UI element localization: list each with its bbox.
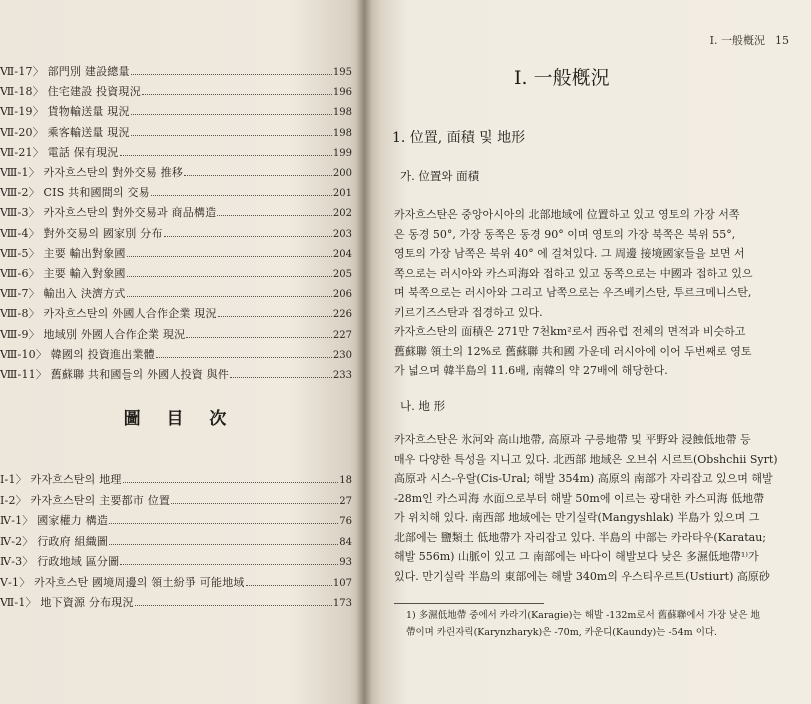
figure-list-row	[0, 533, 352, 551]
text-line: 매우 다양한 특성을 지니고 있다. 北西部 地域은 오브쉬 시르트(Obshchii Syrt)	[394, 452, 778, 466]
toc-dot-leader	[218, 305, 332, 317]
text-line: 영토의 가장 남쪽은 북위 40° 에 걸쳐있다. 그 周邊 接境國家들을 보면 서	[394, 247, 745, 260]
toc-dot-leader	[184, 164, 332, 176]
toc-entry-label: Ⅷ-11〉 舊蘇聯 共和國들의 外國人投資 與件	[0, 368, 230, 381]
paragraph-location	[394, 205, 796, 322]
toc-entry-page: 203	[332, 228, 352, 240]
paragraph-terrain	[394, 430, 796, 586]
toc-entry-page: 202	[332, 208, 352, 220]
toc-entry-page: 226	[332, 309, 352, 321]
footnote-rule	[394, 603, 544, 604]
toc-entry-page: 196	[332, 87, 352, 99]
toc-entry-page: 27	[339, 495, 352, 507]
table-list-row	[0, 144, 352, 162]
toc-dot-leader	[164, 225, 332, 237]
table-list-row	[0, 83, 352, 101]
toc-dot-leader	[127, 265, 332, 277]
toc-entry-label: Ⅷ-5〉 主要 輸出對象國	[0, 246, 126, 260]
figure-list-row	[0, 471, 352, 489]
text-line: 키르기즈스탄과 접경하고 있다.	[394, 305, 543, 319]
table-list-row	[0, 346, 352, 364]
table-list-row	[0, 103, 352, 121]
book-gutter	[356, 0, 372, 704]
table-list-row	[0, 124, 352, 142]
text-line: 며 북쪽으로는 러시아와 그리고 남쪽으로는 우즈베키스탄, 투르크메니스탄,	[394, 286, 752, 299]
figure-list-row	[0, 553, 352, 571]
subsection-title-location: 가. 位置와 面積	[400, 169, 480, 183]
toc-entry-label: Ⅰ-1〉 카자흐스탄의 地理	[0, 473, 122, 486]
text-line: 高原과 시스-우랄(Cis-Ural; 해발 354m) 高原의 南部가 자리잡고 있으며 해발	[394, 472, 773, 485]
toc-entry-label: Ⅷ-6〉 主要 輸入對象國	[0, 267, 126, 280]
toc-entry-label: Ⅶ-20〉 乘客輸送量 現況	[0, 125, 130, 139]
toc-entry-page: 198	[332, 107, 352, 119]
toc-entry-label: Ⅳ-1〉 國家權力 構造	[0, 514, 109, 527]
table-list-row	[0, 204, 352, 222]
toc-dot-leader	[109, 533, 338, 545]
toc-entry-label: Ⅷ-1〉 카자흐스탄의 對外交易 推移	[0, 166, 184, 179]
toc-dot-leader	[230, 366, 332, 378]
text-line: 舊蘇聯 領土의 12%로 舊蘇聯 共和國 가운데 러시아에 이어 두번째로 영토	[394, 344, 752, 358]
toc-dot-leader	[127, 245, 332, 257]
figure-list-row	[0, 574, 352, 592]
text-line: 가 넓으며 韓半島의 11.6배, 南韓의 약 27배에 해당한다.	[394, 364, 668, 377]
text-line: 카자흐스탄은 중앙아시아의 北部地域에 位置하고 있고 영토의 가장 서쪽	[394, 208, 740, 221]
toc-entry-label: Ⅴ-1〉 카자흐스탄 國境周邊의 領土紛爭 可能地域	[0, 575, 245, 589]
toc-dot-leader	[120, 553, 338, 565]
toc-dot-leader	[217, 204, 332, 216]
toc-entry-page: 76	[339, 516, 352, 527]
toc-entry-label: Ⅶ-1〉 地下資源 分布現況	[0, 596, 134, 609]
toc-entry-label: Ⅶ-21〉 電話 保有現況	[0, 145, 119, 159]
text-line: 쪽으로는 러시아와 카스피海와 접하고 있고 동쪽으로는 中國과 접하고 있으	[394, 266, 753, 280]
text-line: -28m인 카스피海 水面으로부터 해발 50m에 이르는 광대한 카스피海 低地帶	[394, 491, 765, 505]
toc-entry-page: 206	[332, 289, 352, 301]
table-list-row	[0, 285, 352, 303]
toc-dot-leader	[123, 471, 339, 483]
toc-entry-page: 227	[332, 329, 352, 341]
table-list-row	[0, 225, 352, 243]
toc-entry-page: 195	[332, 67, 352, 78]
table-list-row	[0, 326, 352, 344]
toc-dot-leader	[131, 63, 332, 75]
text-line: 1) 多濕低地帶 중에서 카라기(Karagie)는 해발 -132m로서 舊蘇聯에서 가장 낮은 地	[406, 610, 760, 621]
paragraph-area	[394, 322, 796, 381]
figure-list-row	[0, 512, 352, 530]
table-list-row	[0, 164, 352, 182]
toc-dot-leader	[120, 144, 332, 156]
figure-list-row	[0, 492, 352, 510]
text-line: 北部에는 鹽類土 低地帶가 자리잡고 있다. 半島의 中部는 카라타우(Karatau;	[394, 530, 767, 544]
running-head-title: Ⅰ. 一般槪況	[709, 34, 765, 47]
toc-entry-page: 205	[332, 269, 352, 280]
toc-entry-page: 230	[332, 349, 352, 361]
table-list-row	[0, 366, 352, 384]
toc-entry-label: Ⅷ-8〉 카자흐스탄의 外國人合作企業 現況	[0, 307, 217, 321]
toc-dot-leader	[156, 346, 332, 358]
table-list-row	[0, 265, 352, 283]
figure-list-heading: 圖 目 次	[123, 409, 237, 429]
toc-dot-leader	[109, 512, 338, 524]
page-number: 15	[775, 34, 789, 47]
toc-entry-page: 204	[332, 248, 352, 260]
toc-entry-label: Ⅶ-19〉 貨物輸送量 現況	[0, 105, 130, 119]
toc-dot-leader	[151, 184, 332, 196]
text-line: 카자흐스탄의 面積은 271만 7천km²로서 西유럽 전체의 면적과 비슷하고	[394, 325, 746, 338]
left-page	[0, 0, 364, 704]
toc-dot-leader	[171, 492, 338, 504]
toc-entry-label: Ⅳ-3〉 行政地域 區分圖	[0, 555, 120, 568]
toc-dot-leader	[127, 285, 332, 297]
toc-dot-leader	[246, 574, 332, 586]
section-title: 1. 位置, 面積 및 地形	[392, 130, 526, 146]
footnote	[406, 607, 801, 641]
toc-entry-label: Ⅷ-7〉 輸出入 決濟方式	[0, 287, 126, 301]
toc-entry-label: Ⅷ-9〉 地域別 外國人合作企業 現況	[0, 327, 186, 341]
toc-entry-page: 107	[332, 577, 352, 589]
toc-entry-label: Ⅶ-17〉 部門別 建設總量	[0, 65, 130, 78]
toc-dot-leader	[186, 326, 332, 338]
text-line: 해발 556m) 山脈이 있고 그 南部에는 바다이 해발보다 낮은 多濕低地帶¹⁾가	[394, 550, 759, 563]
toc-entry-page: 200	[332, 168, 352, 179]
text-line: 가 위치해 있다. 南西部 地域에는 만기실락(Mangyshlak) 半島가 있으며 그	[394, 511, 760, 524]
right-page	[364, 0, 811, 704]
toc-entry-label: Ⅷ-4〉 對外交易의 國家別 分布	[0, 226, 163, 240]
toc-entry-label: Ⅰ-2〉 카자흐스탄의 主要都市 位置	[0, 493, 171, 507]
toc-entry-label: Ⅶ-18〉 住宅建設 投資現況	[0, 85, 141, 99]
toc-entry-page: 201	[332, 188, 352, 200]
table-list-row	[0, 184, 352, 202]
text-line: 있다. 만기실락 半島의 東部에는 해발 340m의 우스티우르트(Ustiurt) 高原砂	[394, 569, 770, 583]
figure-list-row	[0, 594, 352, 612]
toc-dot-leader	[131, 103, 332, 115]
chapter-title: Ⅰ. 一般槪況	[514, 67, 610, 89]
toc-entry-page: 84	[339, 536, 352, 548]
toc-entry-page: 93	[339, 557, 352, 568]
table-list-row	[0, 245, 352, 263]
toc-entry-label: Ⅷ-3〉 카자흐스탄의 對外交易과 商品構造	[0, 206, 217, 220]
toc-entry-label: Ⅳ-2〉 行政府 組織圖	[0, 534, 109, 548]
table-list-row	[0, 305, 352, 323]
text-line: 은 동경 50°, 가장 동쪽은 동경 90° 이며 영토의 가장 북쪽은 북위 55°,	[394, 227, 736, 241]
toc-entry-page: 233	[332, 370, 352, 381]
toc-entry-page: 173	[332, 598, 352, 609]
text-line: 카자흐스탄은 氷河와 高山地帶, 高原과 구릉地帶 및 平野와 浸蝕低地帶 등	[394, 433, 751, 446]
toc-dot-leader	[131, 124, 332, 136]
subsection-title-terrain: 나. 地 形	[400, 399, 446, 413]
table-list-row	[0, 63, 352, 81]
toc-entry-label: Ⅷ-2〉 CIS 共和國間의 交易	[0, 186, 150, 200]
toc-entry-page: 199	[332, 147, 352, 159]
toc-dot-leader	[142, 83, 332, 95]
text-line: 帶이며 카린자릭(Karynzharyk)은 -70m, 카운디(Kaundy)는 -54m 이다.	[406, 627, 718, 638]
toc-dot-leader	[135, 594, 332, 606]
toc-entry-label: Ⅷ-10〉 韓國의 投資進出業體	[0, 347, 155, 361]
toc-entry-page: 18	[339, 475, 352, 486]
toc-entry-page: 198	[332, 127, 352, 139]
running-head	[710, 32, 789, 48]
